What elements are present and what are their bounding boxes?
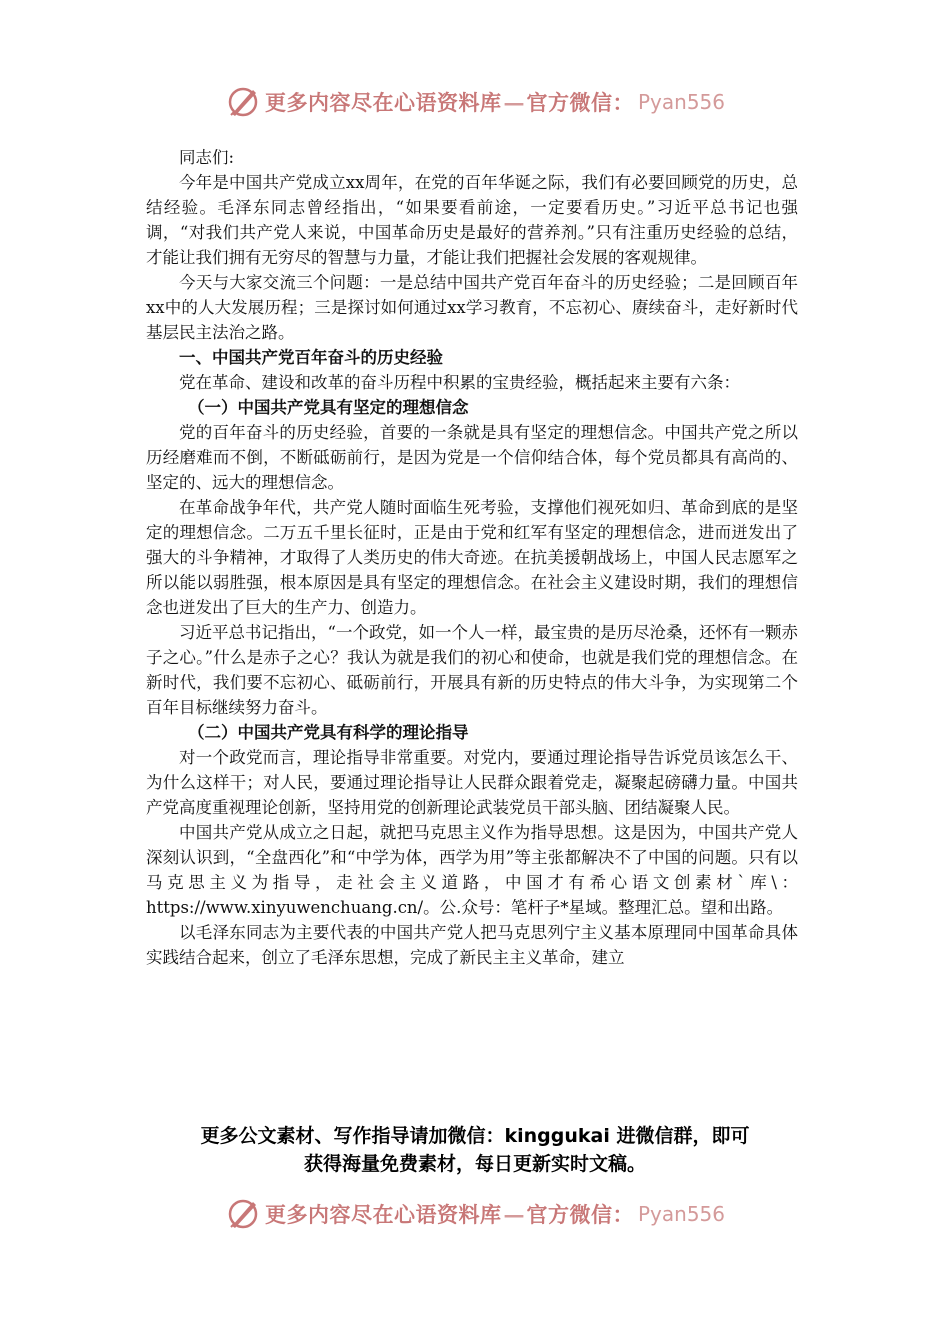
body-paragraph: 在革命战争年代，共产党人随时面临生死考验，支撑他们视死如归、革命到底的是坚定的理想信念。二万五千里长征时，正是由于党和红军有坚定的理想信念，进而迸发出了强大的斗争精神，才取得了人类历史的伟大奇迹。在抗美援朝战场上，中国人民志愿军之所以能以弱胜强，根本原因是具有坚定的理想信念。在社会主义建设时期，我们的理想信念也迸发出了巨大的生产力、创造力。 <box>146 498 798 617</box>
document-body <box>146 145 798 970</box>
footer-banner <box>0 1194 950 1234</box>
intro-paragraph: 今天与大家交流三个问题：一是总结中国共产党百年奋斗的历史经验；二是回顾百年xx中的人大发展历程；三是探讨如何通过xx学习教育，不忘初心、赓续奋斗，走好新时代基层民主法治之路。 <box>146 273 798 342</box>
promo-line: 更多公文素材、写作指导请加微信：kinggukai 进微信群，即可 <box>200 1125 750 1147</box>
subsection-heading: （二）中国共产党具有科学的理论指导 <box>188 723 469 742</box>
banner-separator: — <box>503 1201 525 1227</box>
greeting: 同志们: <box>179 148 235 167</box>
intro-paragraph: 今年是中国共产党成立xx周年，在党的百年华诞之际，我们有必要回顾党的历史，总结经验。毛泽东同志曾经指出，“如果要看前途，一定要看历史。”习近平总书记也强调，“对我们共产党人来说，中国革命历史是最好的营养剂。”只有注重历史经验的总结，才能让我们拥有无穷尽的智慧与力量，才能让我们把握社会发展的客观规律。 <box>146 173 798 267</box>
promo-notice <box>100 1122 850 1178</box>
banner-wechat-label: 官方微信： <box>526 1202 634 1227</box>
quill-logo-icon <box>225 1196 261 1232</box>
section-lead: 党在革命、建设和改革的奋斗历程中积累的宝贵经验，概括起来主要有六条： <box>179 373 740 392</box>
body-paragraph: 中国共产党从成立之日起，就把马克思主义作为指导思想。这是因为，中国共产党人深刻认识到，“全盘西化”和“中学为体，西学为用”等主张都解决不了中国的问题。只有以马克思主义为指导，走社会主义道路，中国才有希心语文创素材`库\：https://www.xinyuwenchuang.cn/。公.众号：笔杆子*星域。整理汇总。望和出路。 <box>146 823 798 917</box>
banner-title: 更多内容尽在心语资料库 <box>264 90 502 115</box>
banner-separator: — <box>503 89 525 115</box>
subsection-heading: （一）中国共产党具有坚定的理想信念 <box>188 398 469 417</box>
banner-title: 更多内容尽在心语资料库 <box>264 1202 502 1227</box>
quill-logo-icon <box>225 84 261 120</box>
header-banner <box>0 82 950 122</box>
section-heading: 一、中国共产党百年奋斗的历史经验 <box>179 348 443 367</box>
banner-wechat-id: Pyan556 <box>637 90 725 114</box>
body-paragraph: 以毛泽东同志为主要代表的中国共产党人把马克思列宁主义基本原理同中国革命具体实践结合起来，创立了毛泽东思想，完成了新民主主义革命，建立 <box>146 923 798 967</box>
banner-wechat-id: Pyan556 <box>637 1202 725 1226</box>
banner-wechat-label: 官方微信： <box>526 90 634 115</box>
body-paragraph: 党的百年奋斗的历史经验，首要的一条就是具有坚定的理想信念。中国共产党之所以历经磨难而不倒，不断砥砺前行，是因为党是一个信仰结合体，每个党员都具有高尚的、坚定的、远大的理想信念。 <box>146 423 798 492</box>
promo-line: 获得海量免费素材，每日更新实时文稿。 <box>303 1153 646 1175</box>
body-paragraph: 对一个政党而言，理论指导非常重要。对党内，要通过理论指导告诉党员该怎么干、为什么这样干；对人民，要通过理论指导让人民群众跟着党走，凝聚起磅礴力量。中国共产党高度重视理论创新，坚持用党的创新理论武装党员干部头脑、团结凝聚人民。 <box>146 748 798 817</box>
body-paragraph: 习近平总书记指出，“一个政党，如一个人一样，最宝贵的是历尽沧桑，还怀有一颗赤子之心。”什么是赤子之心？我认为就是我们的初心和使命，也就是我们党的理想信念。在新时代，我们要不忘初心、砥砺前行，开展具有新的历史特点的伟大斗争，为实现第二个百年目标继续努力奋斗。 <box>146 623 798 717</box>
